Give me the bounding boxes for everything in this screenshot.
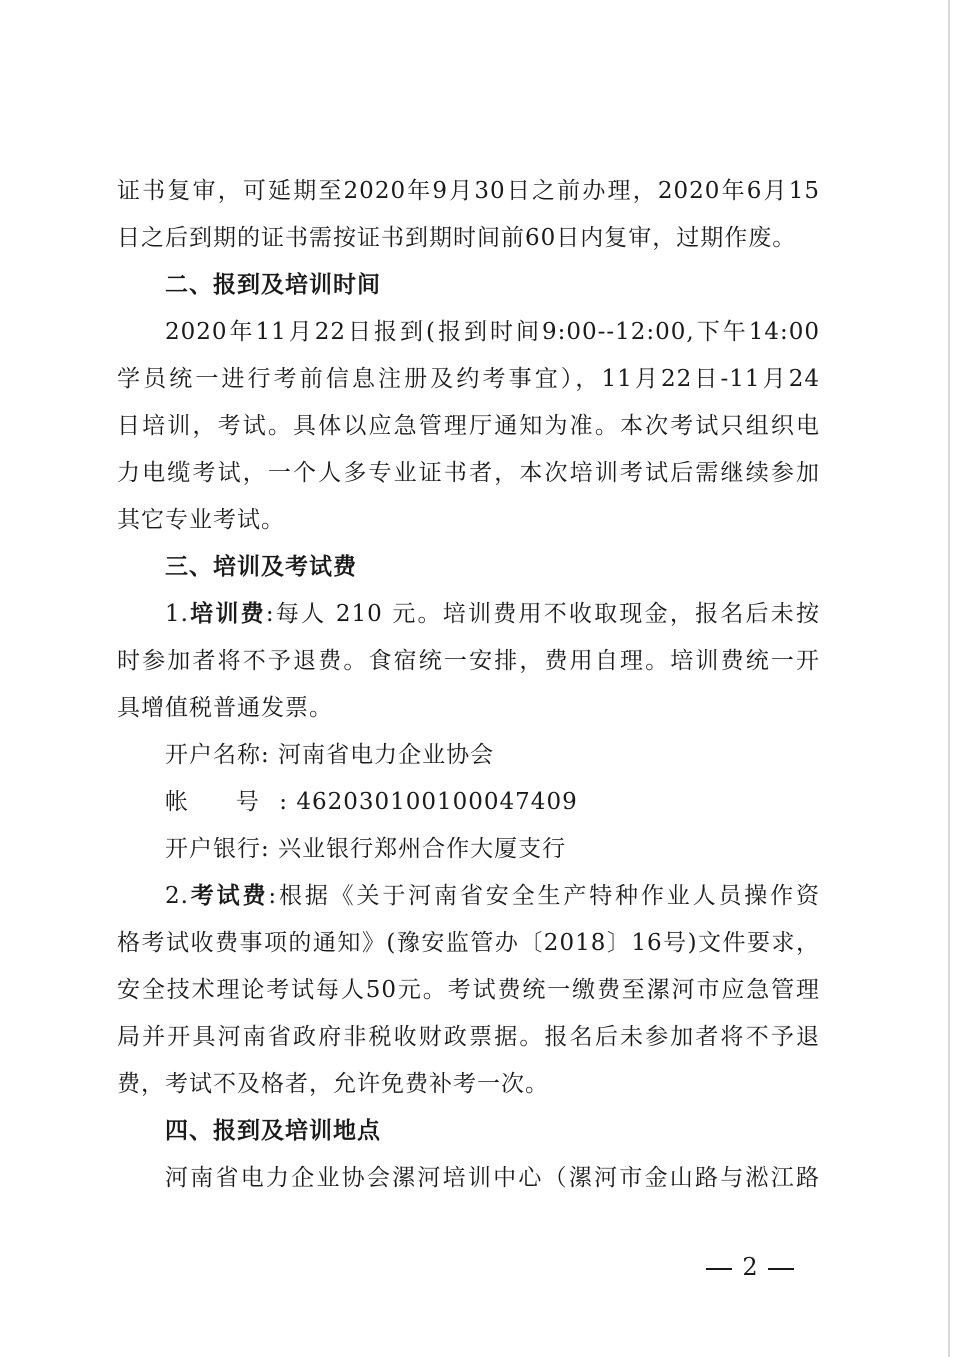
- dash-right: [768, 1268, 794, 1270]
- paragraph-line: 具增值税普通发票。: [117, 695, 333, 721]
- fee-label-exam: 考试费: [188, 883, 269, 909]
- paragraph-line: 其它专业考试。: [117, 507, 285, 533]
- account-number-label: 帐 号:: [165, 789, 288, 815]
- paragraph-line: 力电缆考试，一个人多专业证书者，本次培训考试后需继续参加: [117, 460, 820, 486]
- paragraph-line: 费，考试不及格者，允许免费补考一次。: [117, 1071, 549, 1097]
- page-number: [0, 1253, 960, 1281]
- section-heading-location: 四、报到及培训地点: [165, 1118, 381, 1144]
- account-name-row: [117, 732, 820, 779]
- account-bank-value: 兴业银行郑州合作大厦支行: [278, 836, 567, 862]
- dash-left: [706, 1268, 732, 1270]
- page-edge: [948, 0, 950, 1357]
- account-bank-label: 开户银行:: [165, 836, 270, 862]
- section-heading-fees: 三、培训及考试费: [165, 554, 357, 580]
- account-bank-row: [117, 826, 820, 873]
- fee-item-exam-first-line: [117, 873, 820, 920]
- page-number-value: 2: [742, 1253, 758, 1281]
- account-name-label: 开户名称:: [165, 742, 270, 768]
- paragraph-line: 安全技术理论考试每人50元。考试费统一缴费至漯河市应急管理: [117, 977, 820, 1003]
- paragraph-line: 证书复审，可延期至2020年9月30日之前办理，2020年6月15: [117, 178, 820, 204]
- account-number-value: 462030100100047409: [296, 789, 578, 815]
- paragraph-line: 河南省电力企业协会漯河培训中心（漯河市金山路与淞江路: [165, 1165, 820, 1191]
- account-number-row: [117, 779, 820, 826]
- fee-text: :每人 210 元。培训费用不收取现金，报名后未按: [265, 601, 820, 627]
- document-body: [117, 168, 820, 1202]
- account-name-value: 河南省电力企业协会: [278, 742, 495, 768]
- item-number: 2.: [165, 883, 189, 909]
- section-heading-registration-time: 二、报到及培训时间: [165, 272, 381, 298]
- paragraph-line: 时参加者将不予退费。食宿统一安排，费用自理。培训费统一开: [117, 648, 820, 674]
- paragraph-line: 局并开具河南省政府非税收财政票据。报名后未参加者将不予退: [117, 1024, 820, 1050]
- paragraph-line: 日之后到期的证书需按证书到期时间前60日内复审，过期作废。: [117, 225, 797, 251]
- fee-label-training: 培训费: [188, 601, 266, 627]
- paragraph-line: 日培训，考试。具体以应急管理厅通知为准。本次考试只组织电: [117, 413, 820, 439]
- item-number: 1.: [165, 601, 189, 627]
- paragraph-line: 学员统一进行考前信息注册及约考事宜），11月22日-11月24: [117, 366, 820, 392]
- paragraph-line: 2020年11月22日报到(报到时间9:00--12:00,下午14:00: [165, 319, 820, 345]
- paragraph-line: 格考试收费事项的通知》(豫安监管办〔2018〕16号)文件要求，: [117, 930, 820, 956]
- fee-item-training-first-line: [117, 591, 820, 638]
- fee-text: :根据《关于河南省安全生产特种作业人员操作资: [268, 883, 820, 909]
